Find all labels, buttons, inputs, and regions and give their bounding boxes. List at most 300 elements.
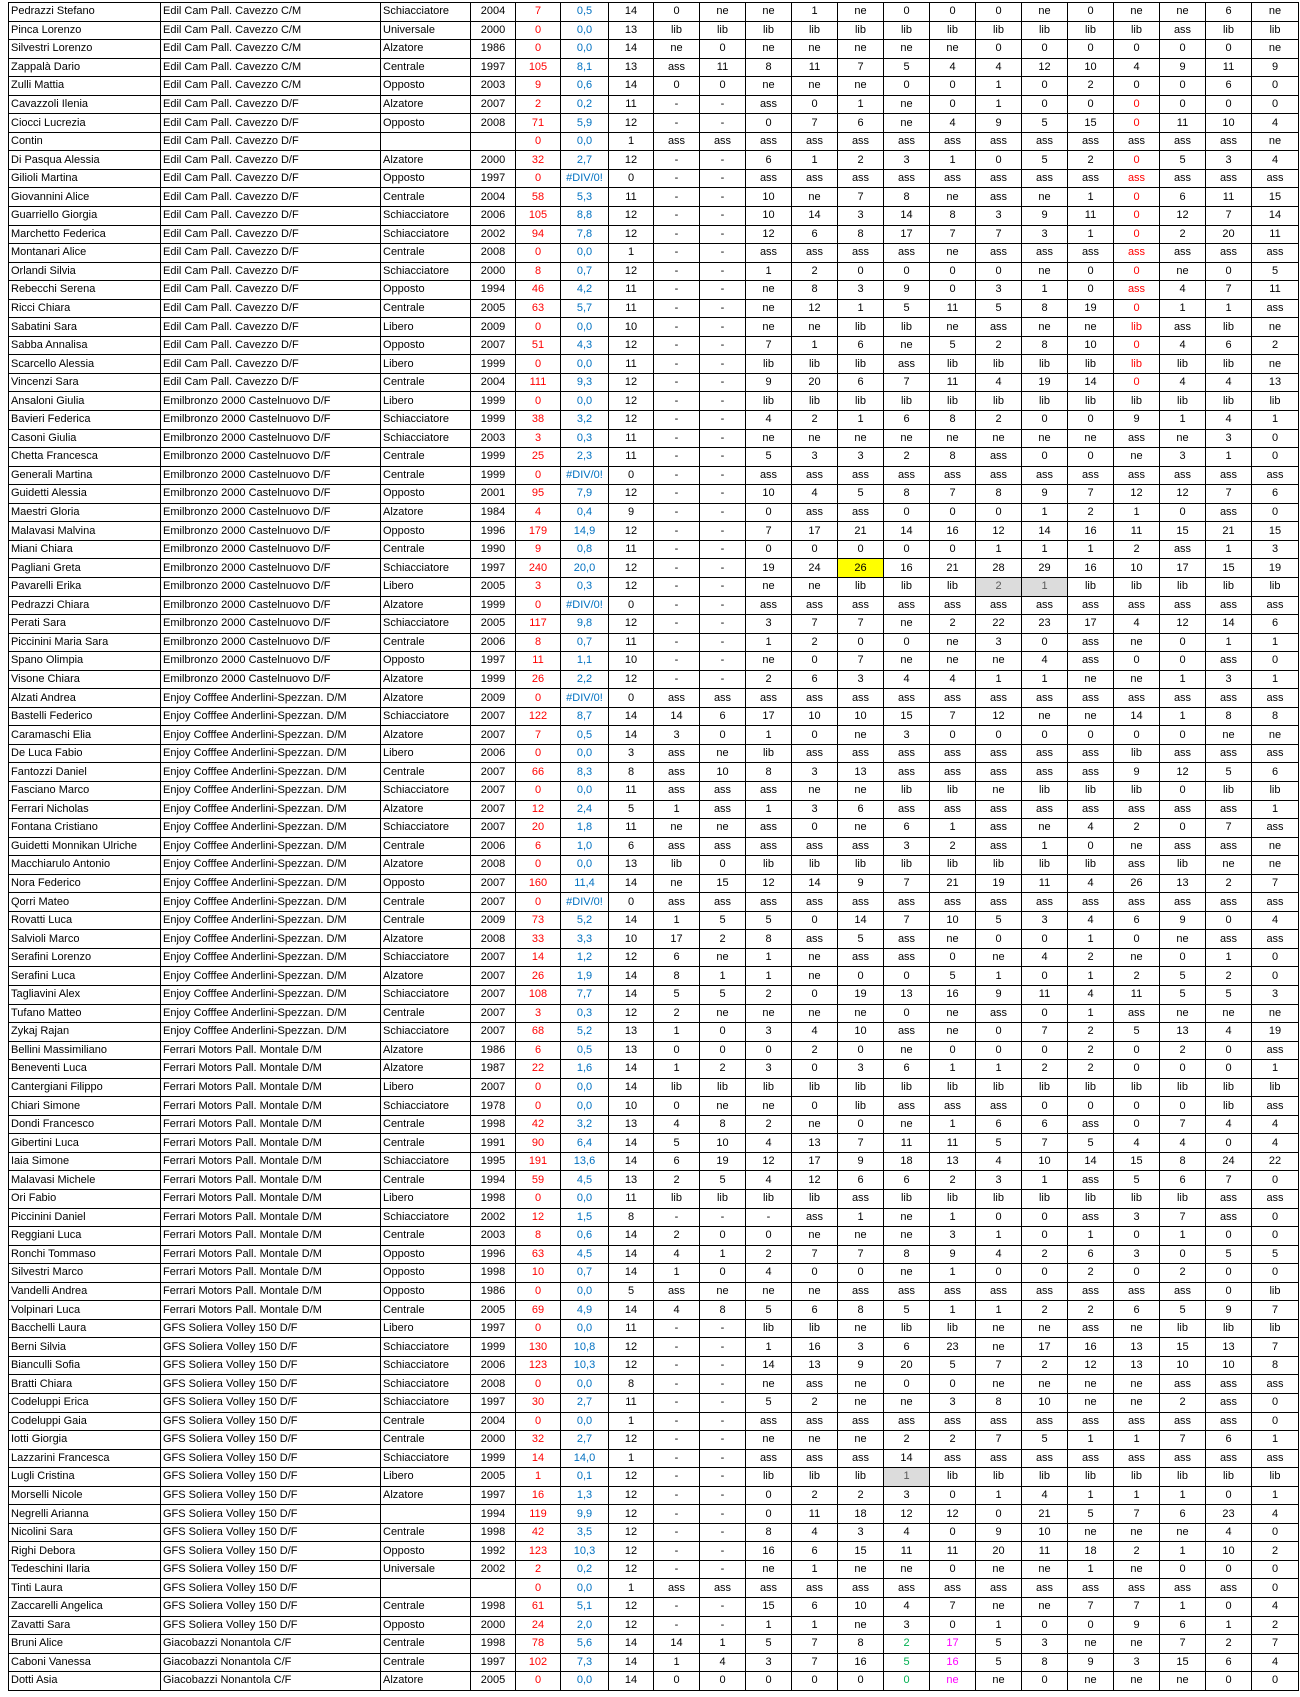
cell-match-value[interactable]: ne xyxy=(746,77,792,96)
cell-team-name[interactable]: Edil Cam Pall. Cavezzo D/F xyxy=(161,151,381,170)
cell-match-value[interactable]: - xyxy=(654,615,700,634)
cell-match-value[interactable]: ass xyxy=(1022,763,1068,782)
cell-points-average[interactable]: 0,0 xyxy=(561,856,609,875)
cell-match-value[interactable]: 7 xyxy=(838,1134,884,1153)
cell-player-name[interactable]: Iotti Giorgia xyxy=(9,1431,161,1450)
cell-match-value[interactable]: 5 xyxy=(1160,151,1206,170)
cell-player-name[interactable]: Zaccarelli Angelica xyxy=(9,1598,161,1617)
cell-team-name[interactable]: GFS Soliera Volley 150 D/F xyxy=(161,1560,381,1579)
cell-role[interactable]: Libero xyxy=(381,1319,471,1338)
cell-match-value[interactable]: ass xyxy=(792,503,838,522)
cell-match-value[interactable]: ne xyxy=(976,1375,1022,1394)
cell-total-points[interactable]: 30 xyxy=(516,1394,561,1413)
cell-match-value[interactable]: ass xyxy=(930,132,976,151)
cell-matches-played[interactable]: 11 xyxy=(609,540,654,559)
cell-match-value[interactable]: 4 xyxy=(1068,874,1114,893)
cell-match-value[interactable]: 0 xyxy=(1068,1616,1114,1635)
cell-match-value[interactable]: ne xyxy=(838,1004,884,1023)
cell-match-value[interactable]: - xyxy=(654,596,700,615)
cell-match-value[interactable]: 12 xyxy=(976,707,1022,726)
cell-match-value[interactable]: 0 xyxy=(976,1208,1022,1227)
cell-match-value[interactable]: ass xyxy=(792,1449,838,1468)
cell-match-value[interactable]: ne xyxy=(1022,707,1068,726)
cell-total-points[interactable]: 51 xyxy=(516,336,561,355)
cell-player-name[interactable]: Alzati Andrea xyxy=(9,689,161,708)
cell-total-points[interactable]: 32 xyxy=(516,1431,561,1450)
cell-match-value[interactable]: lib xyxy=(1206,1319,1252,1338)
cell-match-value[interactable]: 0 xyxy=(1160,1245,1206,1264)
cell-matches-played[interactable]: 10 xyxy=(609,1097,654,1116)
cell-match-value[interactable]: 0 xyxy=(1114,207,1160,226)
cell-match-value[interactable]: 3 xyxy=(1022,911,1068,930)
cell-match-value[interactable]: lib xyxy=(838,1468,884,1487)
cell-total-points[interactable]: 22 xyxy=(516,1060,561,1079)
cell-points-average[interactable]: 14,0 xyxy=(561,1449,609,1468)
cell-role[interactable]: Alzatore xyxy=(381,151,471,170)
cell-match-value[interactable]: - xyxy=(700,633,746,652)
cell-match-value[interactable]: 0 xyxy=(1114,77,1160,96)
cell-match-value[interactable]: 5 xyxy=(1160,967,1206,986)
cell-total-points[interactable]: 1 xyxy=(516,1468,561,1487)
cell-match-value[interactable]: lib xyxy=(746,392,792,411)
cell-match-value[interactable]: - xyxy=(700,1394,746,1413)
cell-player-name[interactable]: Tinti Laura xyxy=(9,1579,161,1598)
cell-match-value[interactable]: ne xyxy=(884,95,930,114)
cell-matches-played[interactable]: 0 xyxy=(609,596,654,615)
cell-birth-year[interactable]: 1994 xyxy=(471,1171,516,1190)
cell-match-value[interactable]: 4 xyxy=(884,1523,930,1542)
cell-match-value[interactable]: 4 xyxy=(1252,1115,1299,1134)
cell-match-value[interactable]: - xyxy=(654,1208,700,1227)
cell-match-value[interactable]: 1 xyxy=(1022,503,1068,522)
cell-total-points[interactable]: 20 xyxy=(516,819,561,838)
cell-match-value[interactable]: 4 xyxy=(1206,373,1252,392)
cell-match-value[interactable]: 3 xyxy=(838,1523,884,1542)
cell-match-value[interactable]: 5 xyxy=(1206,1245,1252,1264)
cell-birth-year[interactable]: 1994 xyxy=(471,1505,516,1524)
cell-match-value[interactable]: ne xyxy=(884,1208,930,1227)
cell-match-value[interactable]: ne xyxy=(792,77,838,96)
cell-match-value[interactable]: 0 xyxy=(1022,77,1068,96)
cell-player-name[interactable]: Bavieri Federica xyxy=(9,411,161,430)
cell-match-value[interactable]: 3 xyxy=(838,207,884,226)
cell-match-value[interactable]: 19 xyxy=(838,985,884,1004)
cell-match-value[interactable]: ass xyxy=(1206,169,1252,188)
cell-match-value[interactable]: 1 xyxy=(746,1616,792,1635)
cell-match-value[interactable]: 0 xyxy=(792,985,838,1004)
cell-match-value[interactable]: 1 xyxy=(976,1486,1022,1505)
cell-match-value[interactable]: 5 xyxy=(1068,1505,1114,1524)
cell-match-value[interactable]: 7 xyxy=(1252,1301,1299,1320)
cell-match-value[interactable]: 14 xyxy=(884,207,930,226)
cell-match-value[interactable]: lib xyxy=(884,318,930,337)
cell-match-value[interactable]: 1 xyxy=(930,151,976,170)
cell-match-value[interactable]: 11 xyxy=(1206,58,1252,77)
cell-points-average[interactable]: 0,4 xyxy=(561,503,609,522)
cell-birth-year[interactable]: 2007 xyxy=(471,1078,516,1097)
cell-total-points[interactable]: 32 xyxy=(516,151,561,170)
cell-matches-played[interactable]: 14 xyxy=(609,874,654,893)
cell-match-value[interactable]: 1 xyxy=(792,336,838,355)
cell-match-value[interactable]: 0 xyxy=(1022,1264,1068,1283)
cell-match-value[interactable]: ne xyxy=(700,3,746,22)
cell-match-value[interactable]: 17 xyxy=(930,1635,976,1654)
cell-match-value[interactable]: 0 xyxy=(1114,188,1160,207)
cell-total-points[interactable]: 58 xyxy=(516,188,561,207)
cell-match-value[interactable]: 0 xyxy=(1068,281,1114,300)
cell-match-value[interactable]: 2 xyxy=(1068,77,1114,96)
cell-match-value[interactable]: - xyxy=(700,1412,746,1431)
cell-team-name[interactable]: Edil Cam Pall. Cavezzo D/F xyxy=(161,336,381,355)
cell-match-value[interactable]: 0 xyxy=(1114,1264,1160,1283)
cell-match-value[interactable]: ne xyxy=(1022,429,1068,448)
cell-match-value[interactable]: ass xyxy=(1022,244,1068,263)
cell-match-value[interactable]: ass xyxy=(884,1097,930,1116)
cell-match-value[interactable]: 0 xyxy=(792,819,838,838)
cell-match-value[interactable]: 3 xyxy=(1022,225,1068,244)
cell-team-name[interactable]: Enjoy Cofffee Anderlini-Spezzan. D/M xyxy=(161,911,381,930)
cell-match-value[interactable]: 0 xyxy=(654,1041,700,1060)
cell-matches-played[interactable]: 11 xyxy=(609,299,654,318)
cell-matches-played[interactable]: 12 xyxy=(609,485,654,504)
cell-match-value[interactable]: 14 xyxy=(792,207,838,226)
cell-match-value[interactable]: 23 xyxy=(930,1338,976,1357)
cell-match-value[interactable]: ass xyxy=(1022,1412,1068,1431)
cell-match-value[interactable]: ass xyxy=(1068,1579,1114,1598)
cell-match-value[interactable]: 2 xyxy=(884,1635,930,1654)
cell-match-value[interactable]: 5 xyxy=(700,985,746,1004)
cell-match-value[interactable]: ne xyxy=(838,1319,884,1338)
cell-player-name[interactable]: Malavasi Michele xyxy=(9,1171,161,1190)
cell-points-average[interactable]: 3,5 xyxy=(561,1523,609,1542)
cell-match-value[interactable]: 1 xyxy=(1068,188,1114,207)
cell-matches-played[interactable]: 12 xyxy=(609,1598,654,1617)
cell-match-value[interactable]: - xyxy=(700,299,746,318)
cell-match-value[interactable]: ass xyxy=(884,169,930,188)
cell-match-value[interactable]: 0 xyxy=(884,262,930,281)
cell-match-value[interactable]: 1 xyxy=(1160,1542,1206,1561)
cell-role[interactable]: Centrale xyxy=(381,540,471,559)
cell-match-value[interactable]: 3 xyxy=(792,448,838,467)
cell-match-value[interactable]: 0 xyxy=(930,262,976,281)
cell-birth-year[interactable]: 2003 xyxy=(471,1227,516,1246)
cell-match-value[interactable]: 0 xyxy=(792,95,838,114)
cell-points-average[interactable]: 0,0 xyxy=(561,1190,609,1209)
cell-match-value[interactable]: 7 xyxy=(838,1245,884,1264)
cell-match-value[interactable]: 13 xyxy=(1160,1023,1206,1042)
cell-role[interactable]: Universale xyxy=(381,1560,471,1579)
cell-match-value[interactable]: lib xyxy=(838,355,884,374)
cell-match-value[interactable]: 6 xyxy=(884,1171,930,1190)
cell-match-value[interactable]: ass xyxy=(746,1449,792,1468)
cell-match-value[interactable]: 6 xyxy=(792,670,838,689)
cell-match-value[interactable]: 0 xyxy=(1160,77,1206,96)
cell-team-name[interactable]: Emilbronzo 2000 Castelnuovo D/F xyxy=(161,392,381,411)
cell-match-value[interactable]: - xyxy=(700,207,746,226)
cell-birth-year[interactable]: 2007 xyxy=(471,819,516,838)
cell-match-value[interactable]: - xyxy=(654,299,700,318)
cell-match-value[interactable]: ne xyxy=(1252,132,1299,151)
cell-player-name[interactable]: Righi Debora xyxy=(9,1542,161,1561)
cell-match-value[interactable]: ass xyxy=(838,1579,884,1598)
cell-match-value[interactable]: ass xyxy=(1114,893,1160,912)
cell-role[interactable]: Schiacciatore xyxy=(381,1097,471,1116)
cell-matches-played[interactable]: 12 xyxy=(609,670,654,689)
cell-match-value[interactable]: ass xyxy=(654,689,700,708)
cell-match-value[interactable]: 0 xyxy=(1114,114,1160,133)
cell-match-value[interactable]: 12 xyxy=(1068,1356,1114,1375)
cell-match-value[interactable]: ass xyxy=(1252,299,1299,318)
cell-match-value[interactable]: 0 xyxy=(654,3,700,22)
cell-matches-played[interactable]: 5 xyxy=(609,800,654,819)
cell-match-value[interactable]: 10 xyxy=(1114,559,1160,578)
cell-total-points[interactable]: 6 xyxy=(516,837,561,856)
cell-match-value[interactable]: ass xyxy=(1206,1412,1252,1431)
cell-birth-year[interactable]: 1990 xyxy=(471,540,516,559)
cell-match-value[interactable]: 0 xyxy=(976,1023,1022,1042)
cell-match-value[interactable]: 1 xyxy=(792,3,838,22)
cell-match-value[interactable]: 1 xyxy=(930,1208,976,1227)
cell-team-name[interactable]: Ferrari Motors Pall. Montale D/M xyxy=(161,1134,381,1153)
cell-player-name[interactable]: Berni Silvia xyxy=(9,1338,161,1357)
cell-match-value[interactable]: 2 xyxy=(1068,503,1114,522)
cell-team-name[interactable]: Edil Cam Pall. Cavezzo D/F xyxy=(161,114,381,133)
cell-team-name[interactable]: Ferrari Motors Pall. Montale D/M xyxy=(161,1227,381,1246)
cell-match-value[interactable]: 8 xyxy=(930,448,976,467)
cell-match-value[interactable]: 5 xyxy=(1206,763,1252,782)
cell-match-value[interactable]: lib xyxy=(1114,355,1160,374)
cell-match-value[interactable]: lib xyxy=(792,1190,838,1209)
cell-match-value[interactable]: ass xyxy=(746,169,792,188)
cell-points-average[interactable]: 8,3 xyxy=(561,763,609,782)
cell-match-value[interactable]: 10 xyxy=(838,1598,884,1617)
cell-match-value[interactable]: 3 xyxy=(930,1394,976,1413)
cell-match-value[interactable]: 3 xyxy=(1114,1653,1160,1672)
cell-player-name[interactable]: Ferrari Nicholas xyxy=(9,800,161,819)
cell-matches-played[interactable]: 12 xyxy=(609,948,654,967)
cell-match-value[interactable]: 1 xyxy=(1068,225,1114,244)
cell-match-value[interactable]: lib xyxy=(930,856,976,875)
cell-match-value[interactable]: ass xyxy=(976,800,1022,819)
cell-match-value[interactable]: 0 xyxy=(1206,911,1252,930)
cell-match-value[interactable]: ne xyxy=(1252,3,1299,22)
cell-role[interactable]: Schiacciatore xyxy=(381,819,471,838)
cell-match-value[interactable]: - xyxy=(700,670,746,689)
cell-total-points[interactable]: 0 xyxy=(516,1375,561,1394)
cell-match-value[interactable]: 0 xyxy=(746,1486,792,1505)
cell-match-value[interactable]: 0 xyxy=(1022,1672,1068,1691)
cell-match-value[interactable]: 0 xyxy=(1022,726,1068,745)
cell-match-value[interactable]: 14 xyxy=(1252,207,1299,226)
cell-team-name[interactable]: Ferrari Motors Pall. Montale D/M xyxy=(161,1190,381,1209)
cell-birth-year[interactable]: 1997 xyxy=(471,1394,516,1413)
cell-match-value[interactable]: ass xyxy=(746,132,792,151)
cell-birth-year[interactable]: 2000 xyxy=(471,151,516,170)
cell-match-value[interactable]: 2 xyxy=(976,336,1022,355)
cell-match-value[interactable]: 1 xyxy=(1252,633,1299,652)
cell-points-average[interactable]: 2,7 xyxy=(561,1431,609,1450)
cell-team-name[interactable]: Enjoy Cofffee Anderlini-Spezzan. D/M xyxy=(161,948,381,967)
cell-total-points[interactable]: 0 xyxy=(516,744,561,763)
cell-match-value[interactable]: ass xyxy=(930,1449,976,1468)
cell-match-value[interactable]: ne xyxy=(1022,1319,1068,1338)
cell-match-value[interactable]: 1 xyxy=(746,948,792,967)
cell-match-value[interactable]: 4 xyxy=(1252,1598,1299,1617)
cell-matches-played[interactable]: 12 xyxy=(609,1004,654,1023)
cell-role[interactable]: Opposto xyxy=(381,522,471,541)
cell-match-value[interactable]: lib xyxy=(1114,1190,1160,1209)
cell-match-value[interactable]: lib xyxy=(1160,355,1206,374)
cell-match-value[interactable]: ne xyxy=(1252,355,1299,374)
cell-team-name[interactable]: GFS Soliera Volley 150 D/F xyxy=(161,1338,381,1357)
cell-role[interactable]: Opposto xyxy=(381,114,471,133)
cell-match-value[interactable]: ass xyxy=(1252,893,1299,912)
cell-match-value[interactable]: 1 xyxy=(1160,670,1206,689)
cell-matches-played[interactable]: 12 xyxy=(609,262,654,281)
cell-team-name[interactable]: Ferrari Motors Pall. Montale D/M xyxy=(161,1078,381,1097)
cell-matches-played[interactable]: 10 xyxy=(609,652,654,671)
cell-match-value[interactable]: lib xyxy=(976,1468,1022,1487)
cell-match-value[interactable]: 8 xyxy=(884,188,930,207)
cell-birth-year[interactable]: 1999 xyxy=(471,411,516,430)
cell-match-value[interactable]: 1 xyxy=(746,726,792,745)
cell-points-average[interactable]: #DIV/0! xyxy=(561,466,609,485)
cell-match-value[interactable]: 9 xyxy=(976,1523,1022,1542)
cell-match-value[interactable]: 7 xyxy=(884,373,930,392)
cell-match-value[interactable]: 14 xyxy=(1022,522,1068,541)
cell-match-value[interactable]: ass xyxy=(884,800,930,819)
cell-match-value[interactable]: 0 xyxy=(976,1041,1022,1060)
cell-match-value[interactable]: 10 xyxy=(792,707,838,726)
cell-player-name[interactable]: Bratti Chiara xyxy=(9,1375,161,1394)
cell-birth-year[interactable]: 2002 xyxy=(471,1560,516,1579)
cell-total-points[interactable]: 66 xyxy=(516,763,561,782)
cell-points-average[interactable]: 0,0 xyxy=(561,1097,609,1116)
cell-match-value[interactable]: 21 xyxy=(1022,1505,1068,1524)
cell-match-value[interactable]: 3 xyxy=(1114,1245,1160,1264)
cell-player-name[interactable]: Qorri Mateo xyxy=(9,893,161,912)
cell-match-value[interactable]: 6 xyxy=(976,1115,1022,1134)
cell-match-value[interactable]: ass xyxy=(746,689,792,708)
cell-match-value[interactable]: 5 xyxy=(1114,1023,1160,1042)
cell-match-value[interactable]: ass xyxy=(976,1412,1022,1431)
cell-team-name[interactable]: Emilbronzo 2000 Castelnuovo D/F xyxy=(161,503,381,522)
cell-match-value[interactable]: ass xyxy=(884,893,930,912)
cell-birth-year[interactable]: 1997 xyxy=(471,1653,516,1672)
cell-match-value[interactable]: 4 xyxy=(1252,114,1299,133)
cell-match-value[interactable]: 0 xyxy=(884,1004,930,1023)
cell-match-value[interactable]: 0 xyxy=(792,911,838,930)
cell-match-value[interactable]: 0 xyxy=(1022,1041,1068,1060)
cell-team-name[interactable]: Enjoy Cofffee Anderlini-Spezzan. D/M xyxy=(161,707,381,726)
cell-match-value[interactable]: 1 xyxy=(930,819,976,838)
cell-match-value[interactable]: - xyxy=(700,262,746,281)
cell-match-value[interactable]: lib xyxy=(838,318,884,337)
cell-match-value[interactable]: - xyxy=(654,652,700,671)
cell-role[interactable]: Alzatore xyxy=(381,596,471,615)
cell-matches-played[interactable]: 12 xyxy=(609,1523,654,1542)
cell-match-value[interactable]: ass xyxy=(654,744,700,763)
cell-match-value[interactable]: 17 xyxy=(1068,615,1114,634)
cell-role[interactable]: Opposto xyxy=(381,1245,471,1264)
cell-match-value[interactable]: ass xyxy=(1114,800,1160,819)
cell-match-value[interactable]: ass xyxy=(1206,503,1252,522)
cell-points-average[interactable]: 0,0 xyxy=(561,781,609,800)
cell-match-value[interactable]: lib xyxy=(1068,1078,1114,1097)
cell-match-value[interactable]: 2 xyxy=(654,1171,700,1190)
cell-match-value[interactable]: - xyxy=(700,188,746,207)
cell-player-name[interactable]: Silvestri Lorenzo xyxy=(9,40,161,59)
cell-match-value[interactable]: 5 xyxy=(1252,262,1299,281)
cell-match-value[interactable]: 0 xyxy=(1022,448,1068,467)
cell-role[interactable]: Schiacciatore xyxy=(381,1208,471,1227)
cell-player-name[interactable]: Nicolini Sara xyxy=(9,1523,161,1542)
cell-match-value[interactable]: ne xyxy=(838,1560,884,1579)
cell-match-value[interactable]: 0 xyxy=(930,503,976,522)
cell-match-value[interactable]: 5 xyxy=(746,1394,792,1413)
cell-match-value[interactable]: 0 xyxy=(1114,262,1160,281)
cell-match-value[interactable]: ne xyxy=(746,1097,792,1116)
cell-match-value[interactable]: 2 xyxy=(1160,225,1206,244)
cell-match-value[interactable]: - xyxy=(700,1338,746,1357)
cell-match-value[interactable]: 1 xyxy=(1160,299,1206,318)
cell-match-value[interactable]: ass xyxy=(1160,837,1206,856)
cell-matches-played[interactable]: 0 xyxy=(609,169,654,188)
cell-match-value[interactable]: ass xyxy=(1114,596,1160,615)
cell-match-value[interactable]: ass xyxy=(1160,21,1206,40)
cell-player-name[interactable]: Volpinari Luca xyxy=(9,1301,161,1320)
cell-team-name[interactable]: Edil Cam Pall. Cavezzo C/M xyxy=(161,40,381,59)
cell-match-value[interactable]: ne xyxy=(884,1041,930,1060)
cell-matches-played[interactable]: 13 xyxy=(609,1171,654,1190)
cell-match-value[interactable]: ne xyxy=(746,318,792,337)
cell-match-value[interactable]: ass xyxy=(1114,1449,1160,1468)
cell-team-name[interactable]: Ferrari Motors Pall. Montale D/M xyxy=(161,1301,381,1320)
cell-match-value[interactable]: - xyxy=(700,1560,746,1579)
cell-match-value[interactable]: 7 xyxy=(976,225,1022,244)
cell-match-value[interactable]: ass xyxy=(1252,819,1299,838)
cell-match-value[interactable]: 12 xyxy=(792,1171,838,1190)
cell-match-value[interactable]: ne xyxy=(792,948,838,967)
cell-match-value[interactable]: lib xyxy=(1252,1078,1299,1097)
cell-match-value[interactable]: ass xyxy=(1206,837,1252,856)
cell-player-name[interactable]: Tedeschini Ilaria xyxy=(9,1560,161,1579)
cell-team-name[interactable]: GFS Soliera Volley 150 D/F xyxy=(161,1468,381,1487)
cell-points-average[interactable]: 0,6 xyxy=(561,77,609,96)
cell-role[interactable]: Libero xyxy=(381,392,471,411)
cell-match-value[interactable]: 7 xyxy=(838,58,884,77)
cell-match-value[interactable]: 5 xyxy=(884,58,930,77)
cell-match-value[interactable]: ne xyxy=(1068,1523,1114,1542)
cell-match-value[interactable]: 2 xyxy=(1068,1301,1114,1320)
cell-points-average[interactable]: 0,2 xyxy=(561,95,609,114)
cell-match-value[interactable]: 0 xyxy=(1114,225,1160,244)
cell-matches-played[interactable]: 12 xyxy=(609,151,654,170)
cell-match-value[interactable]: 2 xyxy=(1114,819,1160,838)
cell-match-value[interactable]: ne xyxy=(1022,262,1068,281)
cell-match-value[interactable]: ne xyxy=(838,3,884,22)
cell-role[interactable]: Opposto xyxy=(381,169,471,188)
cell-match-value[interactable]: 7 xyxy=(930,707,976,726)
cell-team-name[interactable]: Edil Cam Pall. Cavezzo D/F xyxy=(161,355,381,374)
cell-match-value[interactable]: 11 xyxy=(930,1542,976,1561)
cell-points-average[interactable]: 5,2 xyxy=(561,1023,609,1042)
cell-match-value[interactable]: 1 xyxy=(1068,1560,1114,1579)
cell-match-value[interactable]: ne xyxy=(1068,318,1114,337)
cell-match-value[interactable]: 14 xyxy=(792,874,838,893)
cell-match-value[interactable]: ass xyxy=(1160,689,1206,708)
cell-match-value[interactable]: ass xyxy=(746,466,792,485)
